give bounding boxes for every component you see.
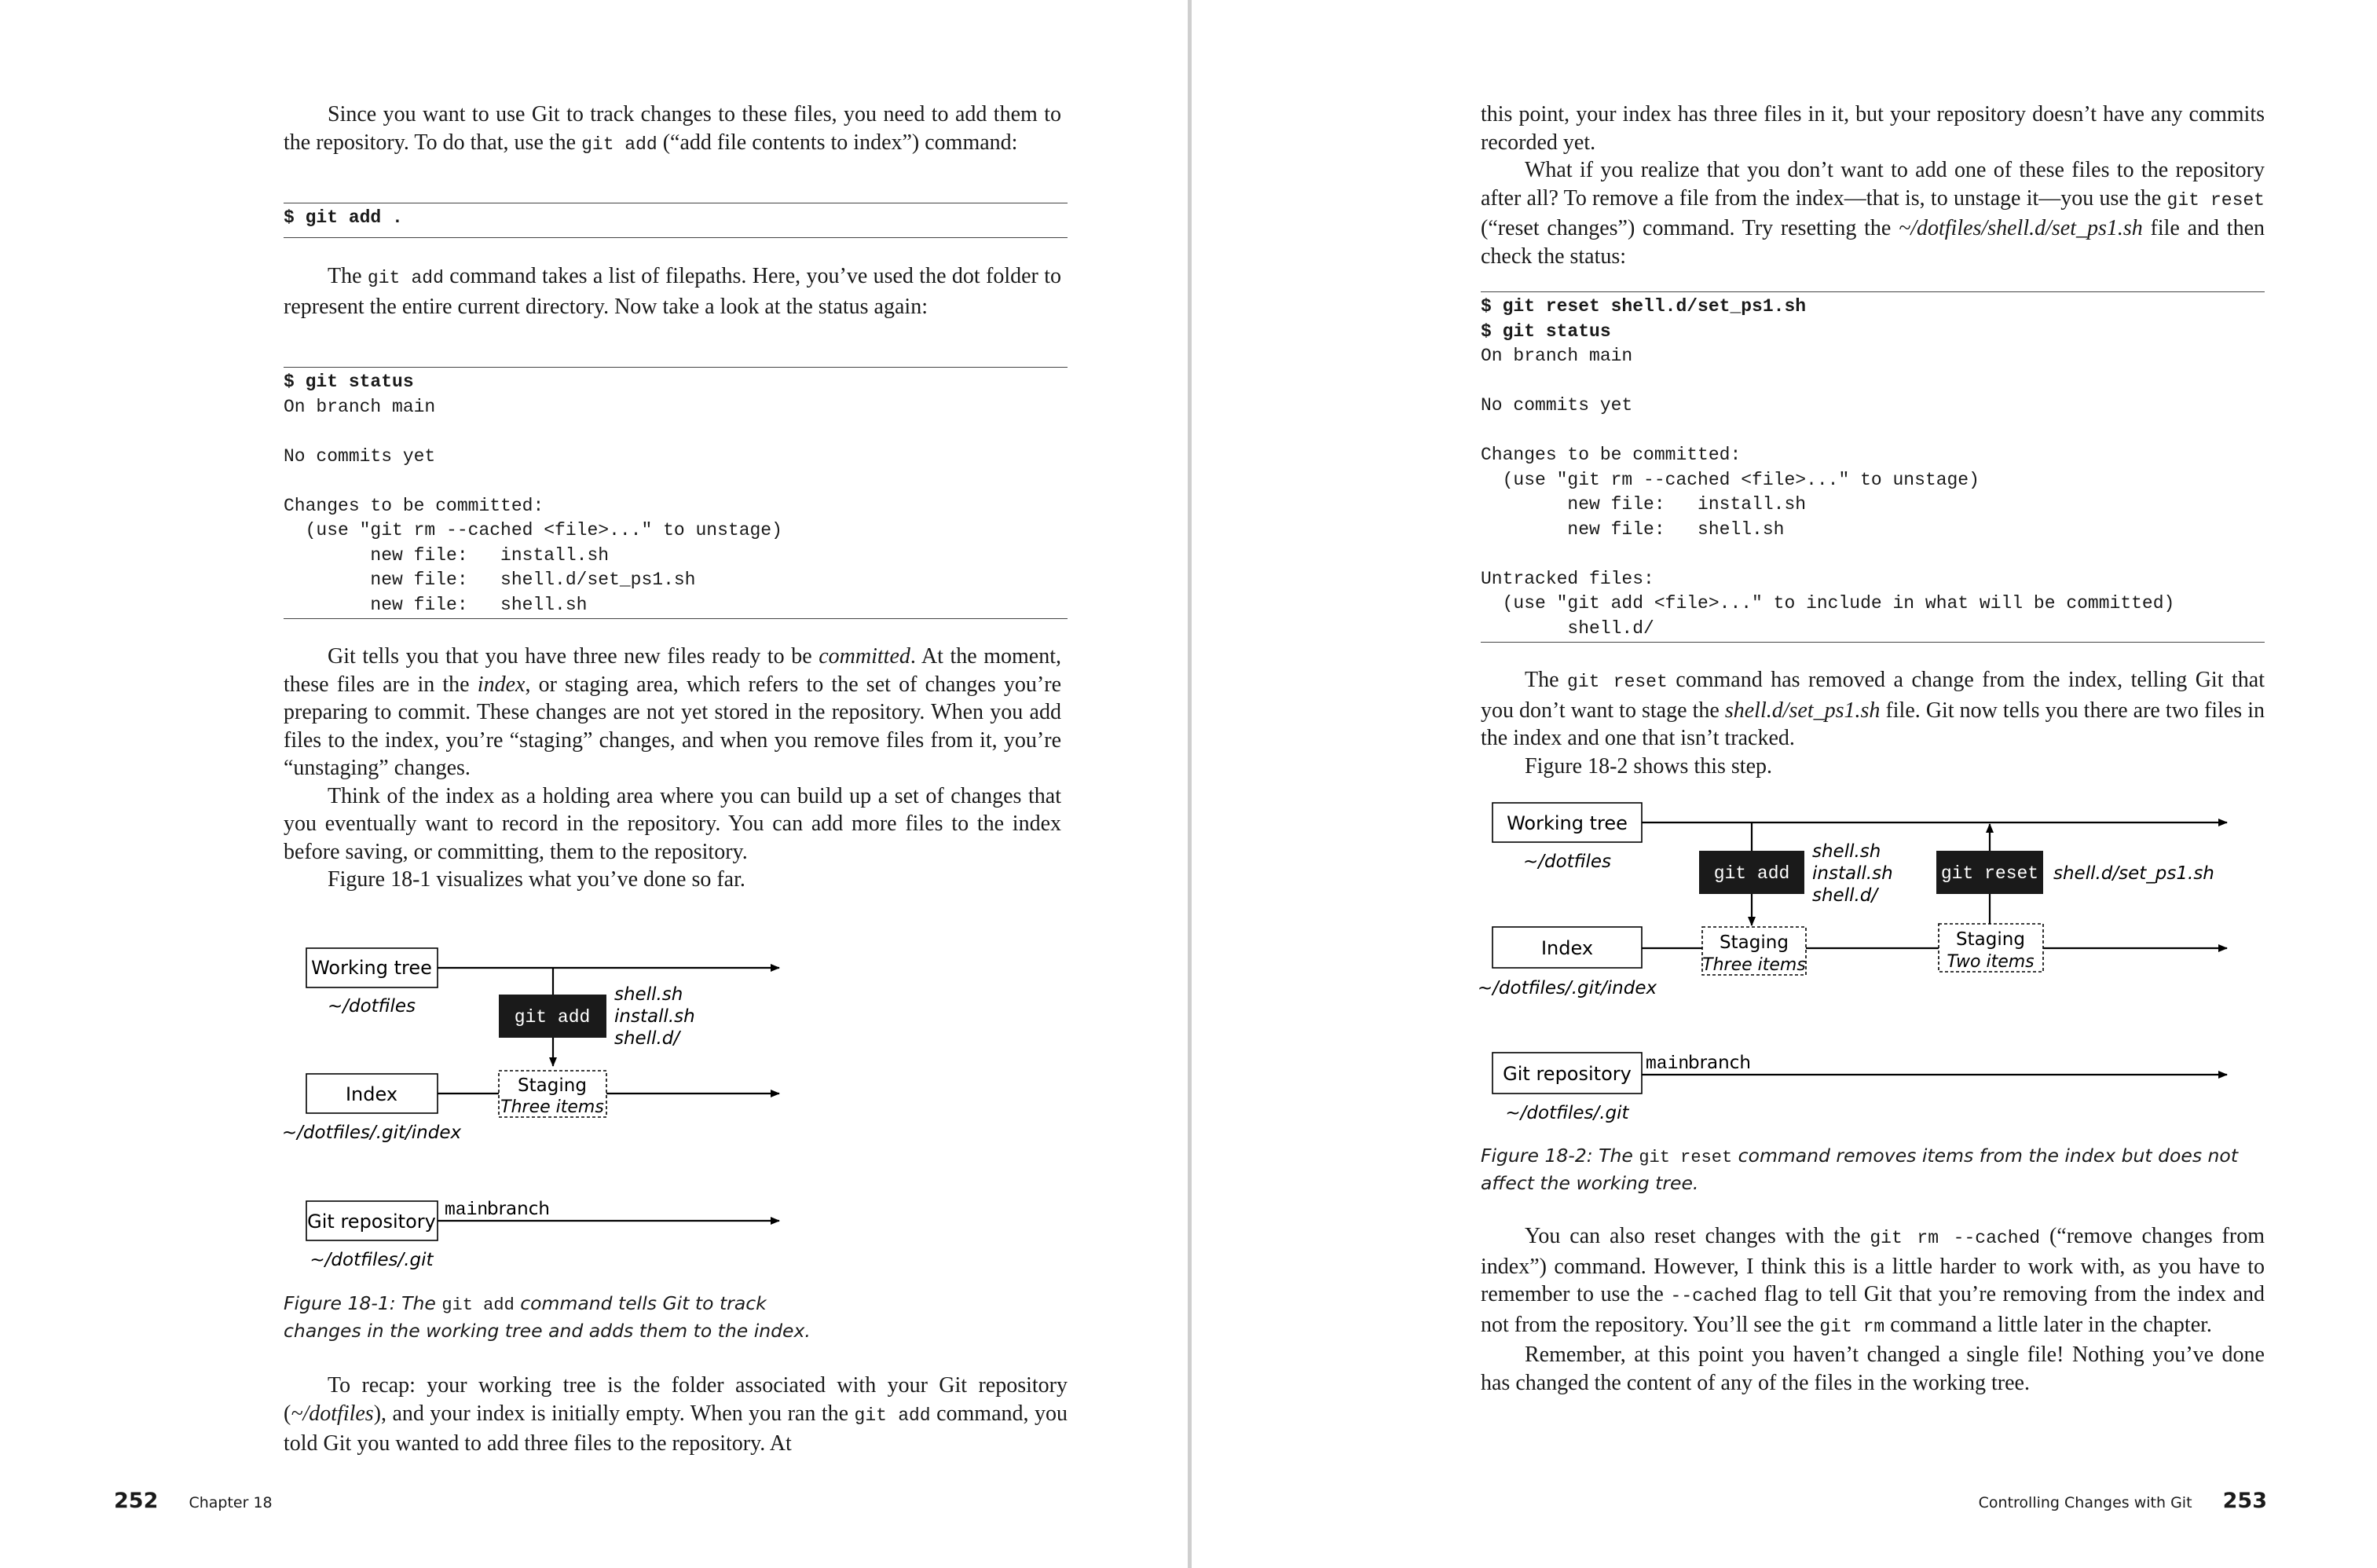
paragraph: Remember, at this point you haven’t changed a single file! Nothing you’ve done has changed the content of any of the files in the working tree. [1481,1343,2265,1395]
code-block-git-status: $ git status On branch main No commits yet Changes to be committed: (use "git rm --cached <file>..." to unstage) new file: install.sh new file: shell.d/set_ps1.sh new file: shell.sh [284,367,1068,619]
inline-code: git rm [1819,1316,1885,1337]
right-page [1192,0,2377,1568]
paragraph: You can also reset changes with the git rm --cached (“remove changes from index”) command. However, I think this is a little harder to work with, as you have to remember to use the --cached flag to tell Git that you’re removing from the index and not from the repository. You’ll see the git rm command a little later in the chapter. [1481,1224,2265,1337]
left-folio [114,1489,273,1513]
paragraph: The git add command takes a list of filepaths. Here, you’ve used the dot folder to represent the entire current directory. Now take a look at the status again: [284,264,1061,319]
paragraph: The git reset command has removed a change from the index, telling Git that you don’t want to stage the shell.d/set_ps1.sh file. Git now tells you there are two files in the index and one that isn’t tracked. [1481,668,2265,750]
staging-count: Two items [1947,952,2035,972]
inline-code: git reset [2166,189,2265,211]
left-text-block-1 [284,101,1061,159]
page-number: 252 [114,1489,159,1513]
git-add-label: git add [1713,863,1790,884]
git-add-label: git add [514,1007,591,1028]
figure-18-2-diagram [1467,793,2252,1139]
left-text-block-2 [284,262,1061,321]
branch-code: main [445,1200,489,1220]
staging-label: Staging [518,1075,587,1096]
branch-word: branch [487,1199,550,1219]
file-name: shell.d/ [1812,885,1878,906]
paragraph: What if you realize that you don’t want to add one of these files to the repository after all? To remove a file from the index—that is, to unstage it—you use the git reset (“reset changes”) command. Try resetting the ~/dotfiles/shell.d/set_ps1.sh file and then check the status: [1481,158,2265,269]
paragraph: Since you want to use Git to track changes to these files, you need to add them to the repository. To do that, use the git add (“add file contents to index”) command: [284,102,1061,155]
left-text-block-3 [284,643,1061,894]
working-tree-path: ~/dotfiles [327,996,416,1017]
right-folio [1979,1489,2267,1513]
inline-code: git rm --cached [1870,1228,2041,1248]
index-label: Index [345,1083,398,1105]
inline-code: git add [367,268,444,288]
running-head: Chapter 18 [189,1494,273,1511]
working-tree-label: Working tree [1507,812,1628,834]
file-name: shell.sh [1812,841,1881,862]
inline-code: --cached [1670,1286,1757,1306]
inline-code: git reset [1567,672,1668,692]
git-reset-label: git reset [1940,863,2039,884]
index-path: ~/dotfiles/.git/index [281,1123,462,1143]
paragraph: Figure 18-1 visualizes what you’ve done so far. [328,867,745,892]
code-block-git-add: $ git add . [284,203,1068,238]
running-head: Controlling Changes with Git [1978,1494,2192,1511]
file-name: shell.sh [614,984,683,1005]
reset-file-name: shell.d/set_ps1.sh [2053,863,2214,884]
figure-18-2-caption: Figure 18-2: The git reset command removes items from the index but does not affect the working tree. [1481,1145,2239,1194]
git-repository-path: ~/dotfiles/.git [309,1250,434,1270]
inline-code: git add [581,134,657,155]
file-name: shell.d/ [614,1028,680,1049]
paragraph: Think of the index as a holding area where you can build up a set of changes that you eventually want to record in the repository. You can add more files to the index before saving, or committing, them to the repository. [284,783,1061,864]
staging-label: Staging [1956,929,2025,950]
left-page [0,0,1188,1568]
branch-code: main [1646,1053,1690,1074]
working-tree-label: Working tree [311,957,432,979]
inline-code: git add [854,1405,931,1426]
figure-18-1-diagram [267,939,817,1284]
branch-word: branch [1688,1053,1751,1073]
git-repository-path: ~/dotfiles/.git [1505,1103,1629,1123]
working-tree-path: ~/dotfiles [1522,852,1612,872]
git-repository-label: Git repository [307,1211,436,1233]
paragraph: To recap: your working tree is the folder associated with your Git repository (~/dotfiles), and your index is initially empty. When you ran the git add command, you told Git you wanted to add three files to the repository. At [284,1373,1068,1456]
staging-label: Staging [1720,932,1789,953]
paragraph: Git tells you that you have three new files ready to be committed. At the moment, these files are in the index, or staging area, which refers to the set of changes you’re preparing to commit. These changes are not yet stored in the repository. When you add files to the index, you’re “staging” changes, and when you remove files from it, you’re “unstaging” changes. [284,644,1062,780]
file-name: install.sh [1812,863,1893,884]
page-number: 253 [2222,1489,2267,1513]
paragraph: Figure 18-2 shows this step. [1525,753,1772,779]
right-text-block-2 [1481,666,2265,780]
figure-18-1-caption: Figure 18-1: The git add command tells Git to track changes in the working tree and adds them to the index. [284,1292,811,1342]
paragraph: this point, your index has three files in it, but your repository doesn’t have any commits recorded yet. [1481,102,2265,155]
git-repository-label: Git repository [1503,1063,1632,1085]
staging-count: Three items [1702,955,1806,975]
code-block-git-reset: $ git reset shell.d/set_ps1.sh $ git status On branch main No commits yet Changes to be committed: (use "git rm --cached <file>..." to unstage) new file: install.sh new file: shell.sh Untracked files: (use "git add <file>..." to include in what will be committed) shell.d/ [1481,291,2265,643]
right-text-block-3 [1481,1222,2265,1397]
left-text-block-4 [284,1372,1068,1458]
staging-count: Three items [500,1097,604,1117]
right-text-block-1 [1481,101,2265,270]
index-label: Index [1540,937,1594,959]
index-path: ~/dotfiles/.git/index [1477,978,1657,998]
file-name: install.sh [614,1006,695,1027]
